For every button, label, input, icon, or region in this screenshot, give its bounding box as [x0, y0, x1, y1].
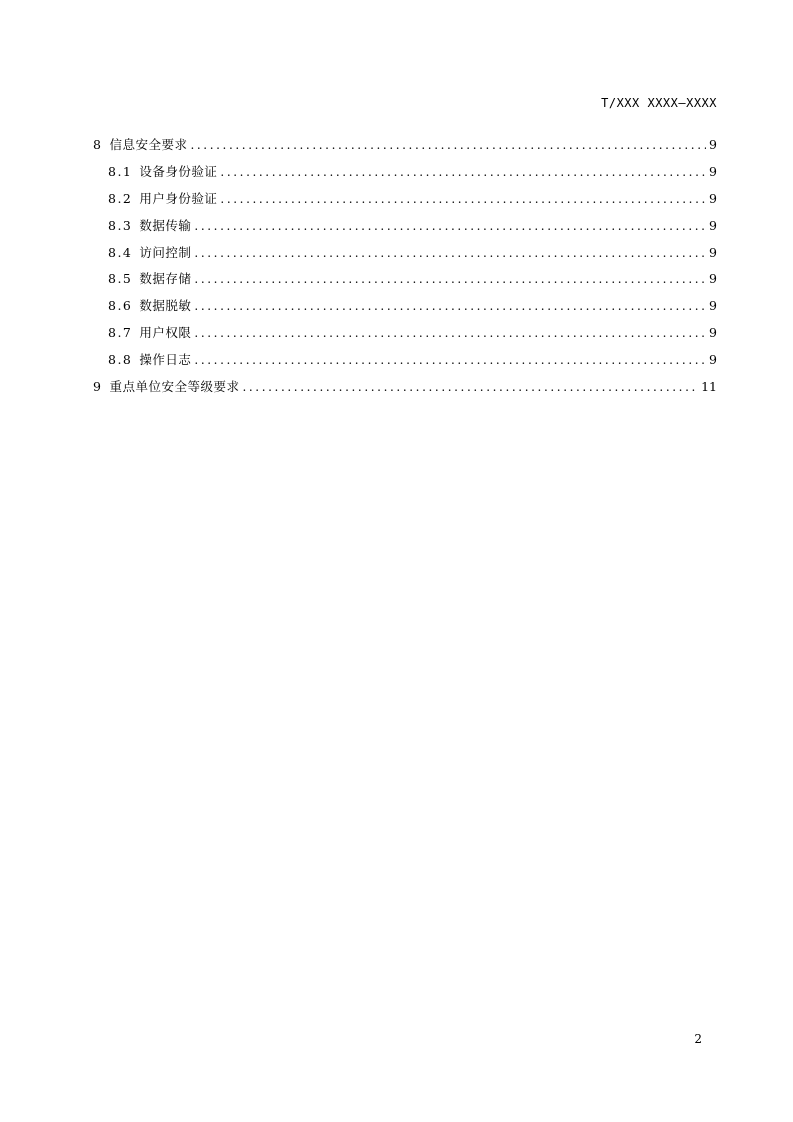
toc-entry-page: 9 [709, 298, 717, 314]
toc-entry-page: 9 [709, 163, 717, 179]
toc-dot-leader [194, 325, 706, 342]
toc-entry-number: 8.8 [108, 352, 133, 368]
toc-entry-number: 8.6 [108, 298, 133, 314]
toc-entry-title: 用户权限 [139, 325, 192, 341]
toc-dot-leader [194, 271, 706, 288]
toc-entry-title: 用户身份验证 [139, 190, 218, 206]
toc-entry-8-6[interactable] [93, 297, 717, 324]
toc-entry-8-2[interactable] [93, 190, 717, 217]
toc-entry-9[interactable] [93, 378, 717, 405]
toc-dot-leader [190, 137, 706, 154]
toc-dot-leader [220, 164, 706, 181]
toc-entry-title: 数据传输 [139, 217, 192, 233]
toc-dot-leader [194, 298, 706, 315]
toc-entry-page: 9 [709, 217, 717, 233]
toc-entry-8-1[interactable] [93, 163, 717, 190]
toc-entry-title: 数据存储 [139, 271, 192, 287]
toc-entry-page: 9 [709, 137, 717, 152]
toc-entry-title: 信息安全要求 [109, 137, 188, 152]
toc-dot-leader [194, 218, 706, 235]
toc-entry-page: 9 [709, 244, 717, 260]
toc-entry-8-5[interactable] [93, 270, 717, 297]
toc-entry-page: 9 [709, 352, 717, 368]
toc-entry-page: 9 [709, 271, 717, 287]
toc-entry-number: 8 [93, 137, 103, 152]
toc-entry-number: 8.7 [108, 325, 133, 341]
toc-entry-title: 数据脱敏 [139, 298, 192, 314]
toc-entry-8[interactable] [93, 136, 717, 163]
toc-dot-leader [242, 379, 698, 396]
toc-entry-number: 8.3 [108, 217, 133, 233]
toc-entry-8-3[interactable] [93, 217, 717, 244]
toc-entry-title: 设备身份验证 [139, 163, 218, 179]
toc-entry-8-4[interactable] [93, 244, 717, 271]
standard-code-header: T/XXX XXXX—XXXX [601, 96, 717, 110]
toc-entry-title: 访问控制 [139, 244, 192, 260]
toc-entry-8-7[interactable] [93, 324, 717, 351]
toc-entry-number: 9 [93, 379, 103, 395]
toc-entry-page: 9 [709, 325, 717, 341]
toc-entry-number: 8.4 [108, 244, 133, 260]
toc-entry-number: 8.2 [108, 190, 133, 206]
toc-entry-number: 8.1 [108, 163, 133, 179]
table-of-contents [93, 136, 717, 405]
toc-entry-title: 操作日志 [139, 352, 192, 368]
toc-entry-title: 重点单位安全等级要求 [109, 379, 240, 395]
toc-dot-leader [220, 191, 706, 208]
page-number: 2 [694, 1032, 702, 1046]
toc-dot-leader [194, 245, 706, 262]
toc-entry-page: 11 [701, 379, 717, 395]
toc-entry-page: 9 [709, 190, 717, 206]
toc-dot-leader [194, 352, 706, 369]
toc-entry-8-8[interactable] [93, 351, 717, 378]
toc-entry-number: 8.5 [108, 271, 133, 287]
